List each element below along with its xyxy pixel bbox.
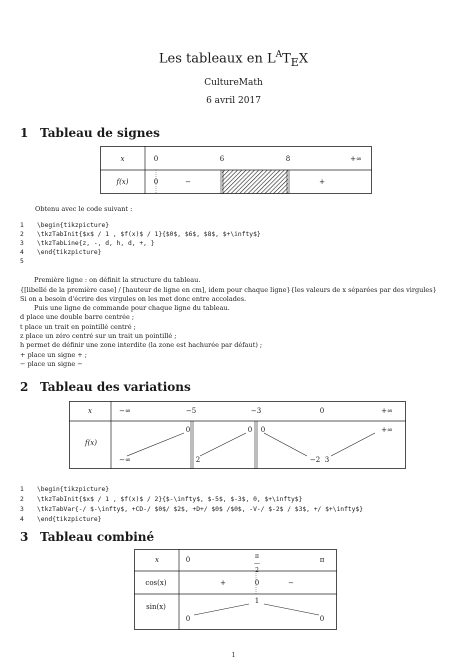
explanation-line-2: {[libellé de la première case] / [hauteur de ligne en cm], idem pour chaque ligne}{les valeurs de x séparées par des virgules}	[20, 286, 437, 294]
combined-table	[134, 549, 337, 630]
sign-table-minus: −	[185, 178, 191, 186]
explanation-line-10: − place un signe −	[20, 360, 83, 368]
variation-arrow-1	[127, 433, 184, 456]
variation-arrow-4	[331, 433, 375, 456]
combined-table-row1-label: x	[155, 556, 159, 564]
document-title: Les tableaux en $L^AT_EX$	[158, 50, 309, 69]
code-block-2: 1 \begin{tikzpicture} 2 \tkzTabInit{$x$ / 1 , $f(x)$ / 2}{$-\infty$, $-5$, $-3$, 0, $+\infty$} 3 \tkzTabVar{-/ $-\infty$, +CD-/ $0$/ $2$, +D+/ $0$ /$0$, -V-/ $-2$ / $3$, +/ $+\infty$} 4 \end{tikzpicture}	[20, 486, 364, 523]
variation-arrow-2	[200, 433, 246, 456]
explanation-line-4: Puis une ligne de commande pour chaque ligne du tableau.	[34, 304, 230, 312]
sign-table-x2: 8	[285, 155, 291, 163]
sign-table-row2-label: f(x)	[116, 178, 129, 186]
combined-table-x1: π — 2	[254, 553, 260, 574]
variation-arrow-3	[264, 433, 307, 456]
variation-table-x4: +∞	[381, 407, 393, 415]
variation-table-x0: −∞	[119, 407, 131, 415]
sign-table-x0: 0	[153, 155, 159, 163]
sin-value-0-left: 0	[185, 615, 191, 623]
sign-table-x1: 6	[219, 155, 225, 163]
variation-value-3: 3	[324, 456, 330, 464]
sign-table-zero: 0	[153, 178, 159, 186]
explanation-line-3: Si on a besoin d'écrire des virgules on les met donc entre accolades.	[20, 295, 247, 303]
section-heading-3: 3 Tableau combiné	[20, 530, 155, 544]
sign-table-x3: +∞	[350, 155, 362, 163]
section-heading-1: 1 Tableau de signes	[20, 126, 160, 140]
variation-value-0-left: 0	[185, 426, 191, 434]
date: 6 avril 2017	[206, 96, 261, 106]
explanation-line-1: Première ligne : on définit la structure du tableau.	[34, 276, 201, 284]
sin-value-0-right: 0	[319, 615, 325, 623]
sin-value-1: 1	[254, 597, 260, 605]
explanation-line-8: h permet de définir une zone interdite (la zone est hachurée par défaut) ;	[20, 341, 263, 349]
intro-text: Obtenu avec le code suivant :	[35, 205, 133, 213]
sign-table-row1-label: x	[120, 155, 125, 163]
author: CultureMath	[204, 78, 263, 88]
sign-table	[100, 146, 372, 194]
explanation-line-9: + place un signe + ;	[20, 351, 87, 359]
variation-table-x3: 0	[319, 407, 325, 415]
section-heading-2: 2 Tableau des variations	[20, 380, 191, 394]
variation-table-row2-label: f(x)	[84, 439, 97, 447]
combined-table-x0: 0	[185, 556, 191, 564]
variation-value-plus-inf: +∞	[381, 426, 393, 434]
page-number: 1	[231, 652, 236, 659]
sign-table-plus: +	[319, 178, 325, 186]
combined-table-row3-label: sin(x)	[146, 603, 166, 611]
explanation-line-6: t place un trait en pointillé centré ;	[20, 323, 136, 331]
variation-value-minus-2: −2	[309, 456, 321, 464]
cos-zero: 0	[254, 579, 260, 587]
variation-table-x1: −5	[185, 407, 197, 415]
variation-value-2: 2	[195, 456, 201, 464]
cos-sign-plus: +	[220, 579, 226, 587]
code-block-1: 1 \begin{tikzpicture} 2 \tkzTabInit{$x$ / 1 , $f(x)$ / 1}{$0$, $6$, $8$, $+\infty$} 3 \tkzTabLine{z, -, d, h, d, +, } 4 \end{tikzpicture} 5	[20, 222, 261, 265]
variation-value-minus-inf: −∞	[119, 456, 131, 464]
cos-sign-minus: −	[288, 579, 294, 587]
explanation-line-7: z place un zéro centré sur un trait un pointillé ;	[20, 332, 177, 340]
variation-table-row1-label: x	[88, 407, 92, 415]
variation-value-0-mid-right: 0	[260, 426, 266, 434]
combined-table-row2-label: cos(x)	[145, 579, 167, 587]
combined-table-x2: π	[319, 556, 325, 564]
sin-arrow-down	[264, 604, 319, 615]
variation-value-0-mid-left: 0	[247, 426, 253, 434]
variation-table-x2: −3	[250, 407, 262, 415]
explanation-line-5: d place une double barre centrée ;	[20, 313, 135, 321]
forbidden-zone	[222, 170, 288, 194]
sin-arrow-up	[194, 604, 249, 615]
